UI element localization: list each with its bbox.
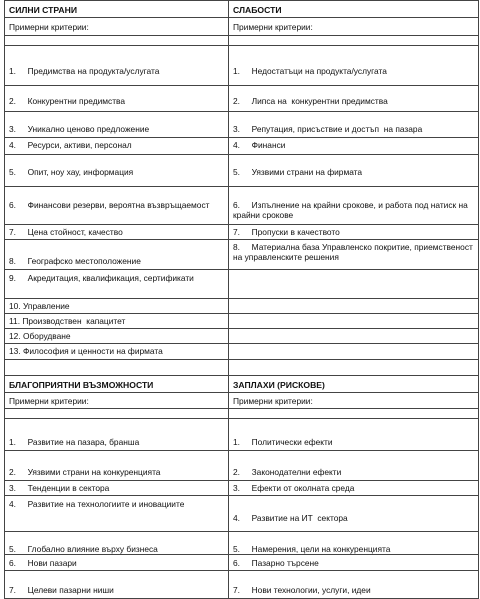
criteria-row-bottom: [4, 392, 478, 409]
list-item: 6. Изпълнение на крайни срокове, и работа под натиск на крайни срокове: [233, 200, 468, 220]
weaknesses-title: СЛАБОСТИ: [233, 5, 282, 15]
opportunities-criteria: Примерни критерии:: [9, 396, 89, 406]
list-item: 2. Липса на конкурентни предимства: [233, 96, 388, 106]
column-divider: [228, 0, 229, 598]
list-item: 9. Акредитация, квалификация, сертификати: [9, 273, 194, 283]
strengths-criteria: Примерни критерии:: [9, 22, 89, 32]
list-item: 3. Репутация, присъствие и достъп на пазара: [233, 124, 423, 134]
list-item: 2. Уязвими страни на конкуренцията: [9, 467, 161, 477]
list-item: 7. Цена стойност, качество: [9, 227, 123, 237]
opportunities-title: БЛАГОПРИЯТНИ ВЪЗМОЖНОСТИ: [9, 380, 154, 390]
spacer-row-middle: [4, 359, 478, 376]
list-item: 5. Намерения, цели на конкуренцията: [233, 544, 391, 554]
table-row: [4, 418, 478, 451]
criteria-row-top: [4, 17, 478, 36]
list-item: 6. Финансови резерви, вероятна възвръщаемост: [9, 200, 210, 210]
table-border-right: [478, 0, 479, 599]
list-item: 3. Ефекти от околната среда: [233, 483, 355, 493]
list-item: 4. Ресурси, активи, персонал: [9, 140, 132, 150]
list-item: 1. Недостатъци на продукта/услугата: [233, 66, 387, 76]
list-item: 3. Тенденции в сектора: [9, 483, 110, 493]
list-item: 2. Законодателни ефекти: [233, 467, 342, 477]
table-row: [4, 186, 478, 225]
list-item: 1. Развитие на пазара, бранша: [9, 437, 140, 447]
table-row: [4, 239, 478, 270]
table-row: [4, 45, 478, 86]
list-item: 7. Пропуски в качеството: [233, 227, 340, 237]
weaknesses-criteria: Примерни критерии:: [233, 22, 313, 32]
table-border-left: [4, 0, 5, 599]
table-row: [4, 298, 478, 314]
table-row: [4, 269, 478, 299]
list-item: 11. Производствен капацитет: [9, 316, 126, 326]
table-row: [4, 570, 478, 599]
list-item: 1. Политически ефекти: [233, 437, 333, 447]
list-item: 6. Пазарно търсене: [233, 558, 319, 568]
table-row: [4, 224, 478, 240]
table-row: [4, 554, 478, 571]
table-row: [4, 111, 478, 138]
table-row: [4, 137, 478, 155]
swot-table: [4, 0, 478, 599]
list-item: 5. Уязвими страни на фирмата: [233, 167, 363, 177]
list-item: 4. Развитие на ИТ сектора: [233, 513, 348, 523]
table-row: [4, 450, 478, 481]
list-item: 4. Развитие на технологиите и иновациите: [9, 499, 185, 509]
list-item: 13. Философия и ценности на фирмата: [9, 346, 163, 356]
threats-title: ЗАПЛАХИ (РИСКОВЕ): [233, 380, 325, 390]
list-item: 1. Предимства на продукта/услугата: [9, 66, 160, 76]
table-row: [4, 154, 478, 187]
list-item: 6. Нови пазари: [9, 558, 77, 568]
list-item: 8. Материална база Управленско покритие, приемственост на управленските решения: [233, 242, 473, 262]
strengths-title: СИЛНИ СТРАНИ: [9, 5, 77, 15]
list-item: 4. Финанси: [233, 140, 286, 150]
list-item: 8. Географско местоположение: [9, 256, 141, 266]
list-item: 12. Оборудване: [9, 331, 71, 341]
table-row: [4, 328, 478, 344]
table-row: [4, 495, 478, 532]
header-row-bottom: [4, 375, 478, 393]
list-item: 10. Управление: [9, 301, 70, 311]
table-row: [4, 480, 478, 496]
header-row-top: [4, 0, 478, 18]
table-row: [4, 85, 478, 112]
list-item: 5. Глобално влияние върху бизнеса: [9, 544, 158, 554]
list-item: 5. Опит, ноу хау, информация: [9, 167, 134, 177]
list-item: 3. Уникално ценово предложение: [9, 124, 150, 134]
list-item: 7. Нови технологии, услуги, идеи: [233, 585, 371, 595]
table-row: [4, 531, 478, 555]
list-item: 7. Целеви пазарни ниши: [9, 585, 114, 595]
table-row: [4, 313, 478, 329]
table-row: [4, 343, 478, 360]
threats-criteria: Примерни критерии:: [233, 396, 313, 406]
list-item: 2. Конкурентни предимства: [9, 96, 126, 106]
